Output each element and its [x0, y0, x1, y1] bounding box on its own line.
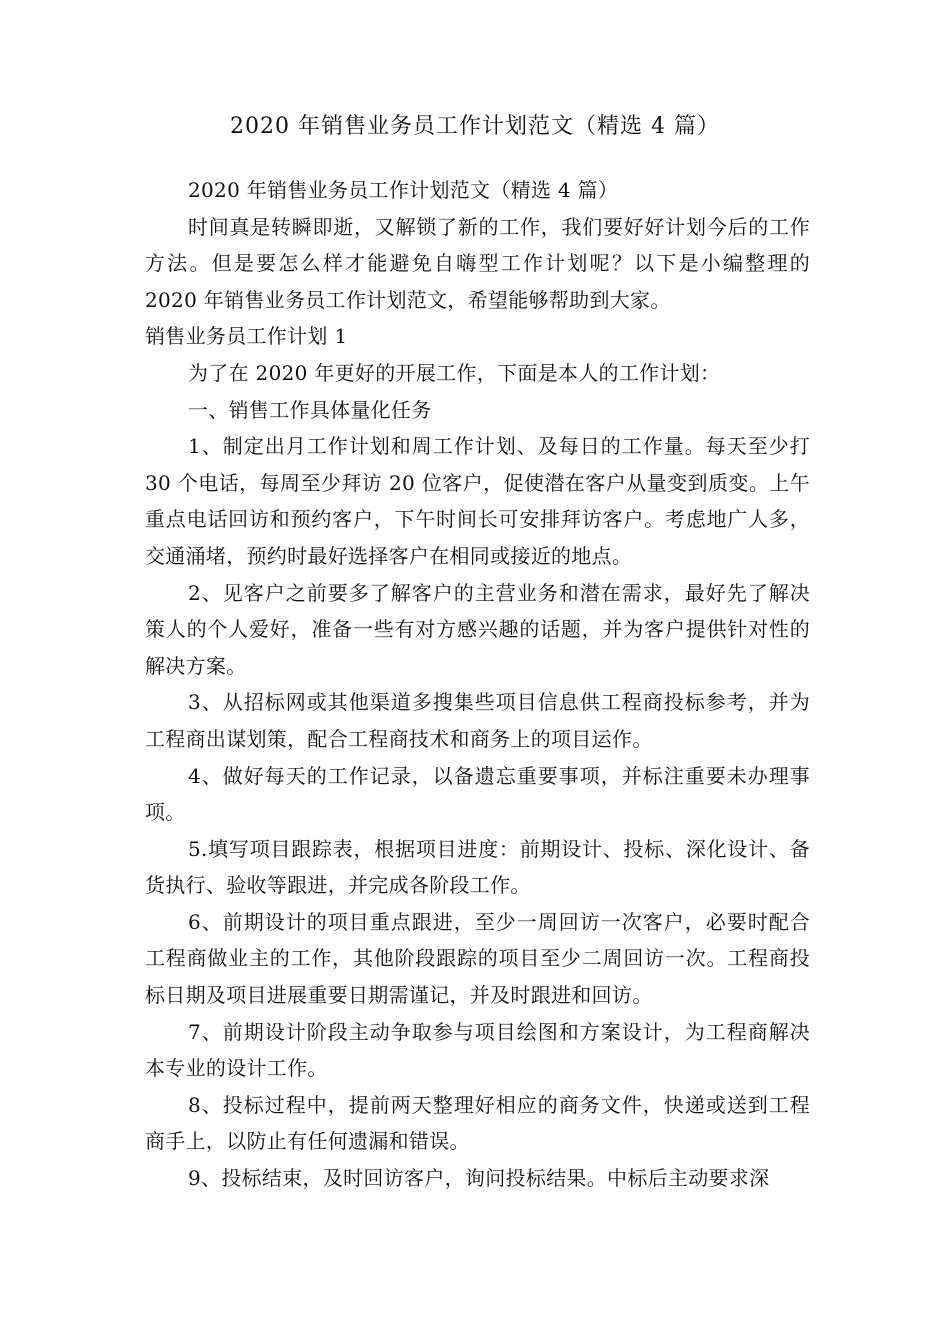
list-item-8: 8、投标过程中，提前两天整理好相应的商务文件，快递或送到工程商手上，以防止有任何遗漏和错误。 — [145, 1092, 810, 1154]
paragraph-subtitle: 2020 年销售业务员工作计划范文（精选 4 篇） — [188, 178, 619, 202]
list-item-6: 6、前期设计的项目重点跟进，至少一周回访一次客户，必要时配合工程商做业主的工作，其他阶段跟踪的项目至少二周回访一次。工程商投标日期及项目进展重要日期需谨记，并及时跟进和回访。 — [145, 909, 810, 1008]
list-item-5: 5.填写项目跟踪表，根据项目进度：前期设计、投标、深化设计、备货执行、验收等跟进，并完成各阶段工作。 — [145, 836, 810, 898]
document-title: 2020 年销售业务员工作计划范文（精选 4 篇） — [230, 114, 720, 139]
list-item-4: 4、做好每天的工作记录，以备遗忘重要事项，并标注重要未办理事项。 — [145, 763, 810, 825]
document-body — [145, 172, 810, 1197]
paragraph-lead: 为了在 2020 年更好的开展工作，下面是本人的工作计划： — [188, 360, 721, 385]
subsection-heading: 一、销售工作具体量化任务 — [188, 397, 432, 422]
paragraph-intro: 时间真是转瞬即逝，又解锁了新的工作，我们要好好计划今后的工作方法。但是要怎么样才能避免自嗨型工作计划呢？以下是小编整理的 2020 年销售业务员工作计划范文，希望能够帮助到大家。 — [145, 214, 810, 312]
list-item-7: 7、前期设计阶段主动争取参与项目绘图和方案设计，为工程商解决本专业的设计工作。 — [145, 1019, 810, 1081]
section-heading: 销售业务员工作计划 1 — [145, 324, 348, 349]
list-item-2: 2、见客户之前要多了解客户的主营业务和潜在需求，最好先了解决策人的个人爱好，准备一些有对方感兴趣的话题，并为客户提供针对性的解决方案。 — [145, 580, 810, 678]
list-item-3: 3、从招标网或其他渠道多搜集些项目信息供工程商投标参考，并为工程商出谋划策，配合工程商技术和商务上的项目运作。 — [145, 690, 810, 751]
list-item-1: 1、制定出月工作计划和周工作计划、及每日的工作量。每天至少打 30 个电话，每周至少拜访 20 位客户，促使潜在客户从量变到质变。上午重点电话回访和预约客户，下午时间长可安排拜访客户。考虑地广人多，交通涌堵，预约时最好选择客户在相同或接近的地点。 — [145, 434, 810, 568]
list-item-9: 9、投标结束，及时回访客户，询问投标结果。中标后主动要求深 — [188, 1166, 770, 1191]
